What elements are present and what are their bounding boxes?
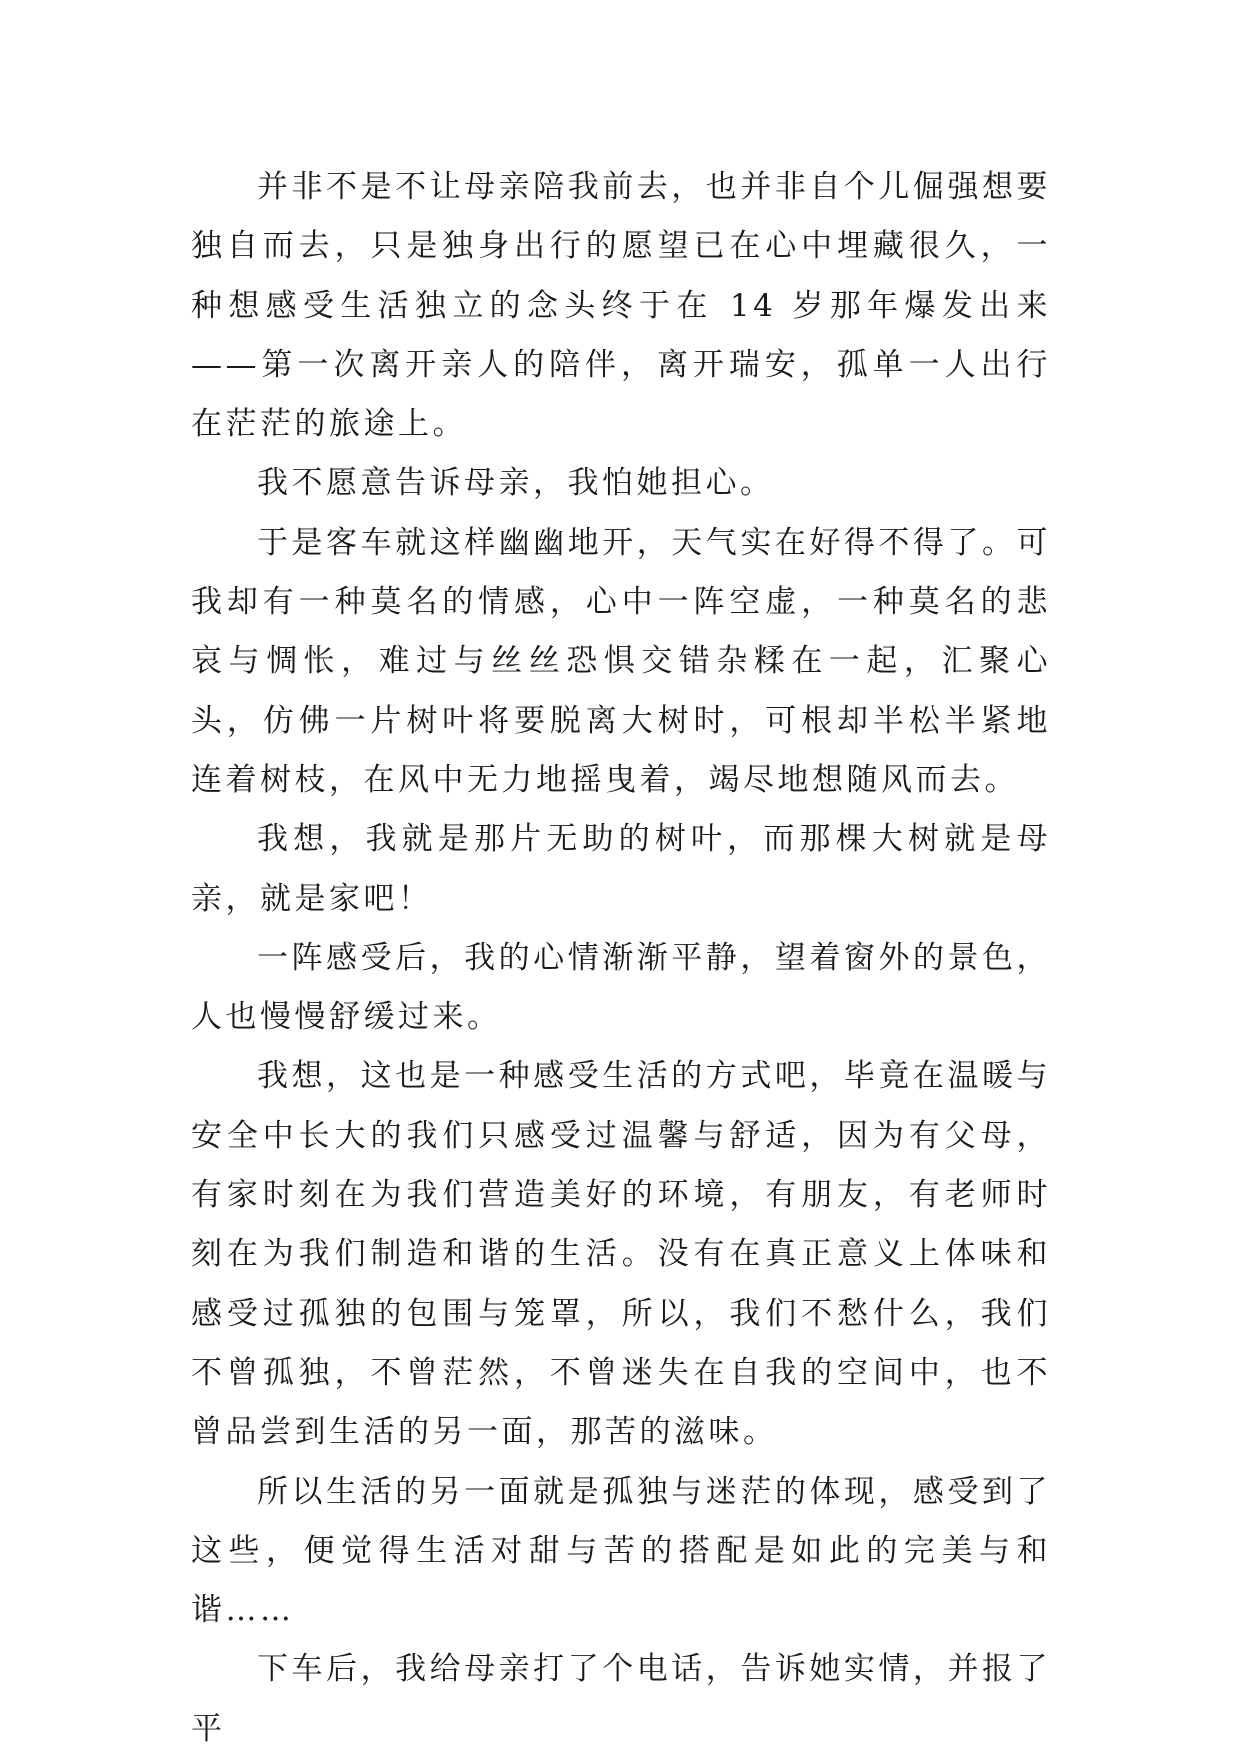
paragraph-3: 于是客车就这样幽幽地开，天气实在好得不得了。可我却有一种莫名的情感，心中一阵空虚，一种莫名的悲哀与惆怅，难过与丝丝恐惧交错杂糅在一起，汇聚心头，仿佛一片树叶将要脱离大树时，可根却半松半紧地连着树枝，在风中无力地摇曳着，竭尽地想随风而去。 (191, 524, 1051, 798)
paragraph-8: 下车后，我给母亲打了个电话，告诉她实情，并报了平 (191, 1651, 1051, 1747)
paragraph-7: 所以生活的另一面就是孤独与迷茫的体现，感受到了这些，便觉得生活对甜与苦的搭配是如此的完美与和谐…… (191, 1473, 1051, 1629)
paragraph-5: 一阵感受后，我的心情渐渐平静，望着窗外的景色，人也慢慢舒缓过来。 (191, 939, 1051, 1036)
paragraph-4: 我想，我就是那片无助的树叶，而那棵大树就是母亲，就是家吧！ (191, 821, 1051, 917)
paragraph-6: 我想，这也是一种感受生活的方式吧，毕竟在温暖与安全中长大的我们只感受过温馨与舒适，因为有父母，有家时刻在为我们营造美好的环境，有朋友，有老师时刻在为我们制造和谐的生活。没有在真正意义上体味和感受过孤独的包围与笼罩，所以，我们不愁什么，我们不曾孤独，不曾茫然，不曾迷失在自我的空间中，也不曾品尝到生活的另一面，那苦的滋味。 (191, 1058, 1051, 1451)
paragraph-2: 我不愿意告诉母亲，我怕她担心。 (257, 465, 775, 502)
document-body (191, 158, 1051, 1759)
paragraph-1: 并非不是不让母亲陪我前去，也并非自个儿倔强想要独自而去，只是独身出行的愿望已在心中埋藏很久，一种想感受生活独立的念头终于在 14 岁那年爆发出来——第一次离开亲人的陪伴，离开瑞安，孤单一人出行在茫茫的旅途上。 (191, 169, 1051, 443)
